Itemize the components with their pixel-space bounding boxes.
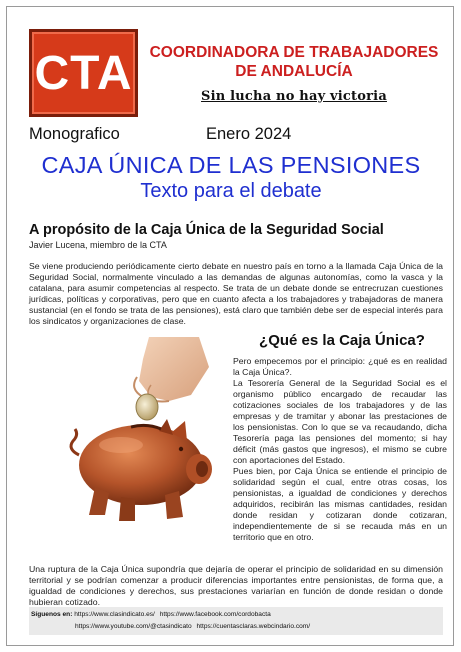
footer-label: Síguenos en:: [31, 611, 73, 618]
paragraph-2: La Tesorería General de la Seguridad Social es el organismo público encargado de recaudar las cotizaciones sociales de los trabajadores y de las empresas y de tramitar y abonar las prestaciones de los pensionistas. Con lo que se va recaudando, dicha Tesorería paga las pensiones del momento; si hay déficit (más gastos que ingresos), el mismo se cubre con aportaciones del Estado.: [233, 378, 447, 465]
section-heading: ¿Qué es la Caja Única?: [259, 332, 425, 349]
article-title: A propósito de la Caja Única de la Seguridad Social: [29, 222, 384, 238]
link-youtube[interactable]: https://www.youtube.com/@ctasindicato: [75, 623, 192, 630]
issue-type: Monografico: [29, 125, 120, 143]
sub-title: Texto para el debate: [140, 180, 322, 202]
org-name-line2: DE ANDALUCÍA: [235, 63, 353, 80]
paragraph-1: Pero empecemos por el principio: ¿qué es en realidad la Caja Única?.: [233, 356, 447, 377]
logo-text: CTA: [34, 46, 133, 100]
footer: [29, 607, 443, 635]
link-facebook[interactable]: https://www.facebook.com/cordobacta: [159, 611, 271, 618]
issue-date: Enero 2024: [206, 125, 292, 143]
section-body: [233, 356, 447, 543]
document-page: [6, 6, 454, 646]
footer-line-2: [75, 622, 313, 632]
link-website[interactable]: https://www.clasindicato.es/: [74, 611, 155, 618]
main-title: CAJA ÚNICA DE LAS PENSIONES: [41, 152, 421, 178]
motto: Sin lucha no hay victoria: [201, 89, 387, 104]
org-name-line1: COORDINADORA DE TRABAJADORES: [149, 44, 439, 61]
closing-paragraph: Una ruptura de la Caja Única supondría que dejaría de operar el principio de solidaridad en su dimensión territorial y se podrían comenzar a producir diferencias importantes entre pensionistas, de forma que, a igualdad de condiciones y derechos, sus prestaciones variarían en función de donde residan o donde hubieran cotizado.: [29, 564, 443, 607]
piggy-bank-illustration: [59, 337, 233, 527]
organization-name: [144, 43, 444, 81]
paragraph-3: Pues bien, por Caja Única se entiende el principio de solidaridad según el cual, entre otras cosas, los pensionistas, a igualdad de condiciones y derechos adquiridos, recibirán las mismas cantidades, residan donde residan y cotizaran donde cotizaran, independientemente de si se recauda más en un territorio que en otro.: [233, 466, 447, 542]
intro-paragraph: Se viene produciendo periódicamente cierto debate en nuestro país en torno a la llamada Caja Única de la Seguridad Social, normalmente vinculado a las demandas de algunas autonomías, como la vasca y la catalana, para asumir competencias al respecto. Se trata de un debate donde se entrecruzan cuestiones jurídicas, políticas y corporativas, pero que en cuanto afecta a los trabajadores y trabajadoras de manera sustancial (en el fondo se trata de las pensiones), está claro que también debe ser de especial interés para los sindicatos y organizaciones de clase.: [29, 261, 443, 326]
footer-line-1: [31, 610, 274, 620]
cta-logo: [29, 29, 138, 117]
link-cuentasclaras[interactable]: https://cuentasclaras.webcindario.com/: [196, 623, 311, 630]
author-line: Javier Lucena, miembro de la CTA: [29, 240, 167, 250]
